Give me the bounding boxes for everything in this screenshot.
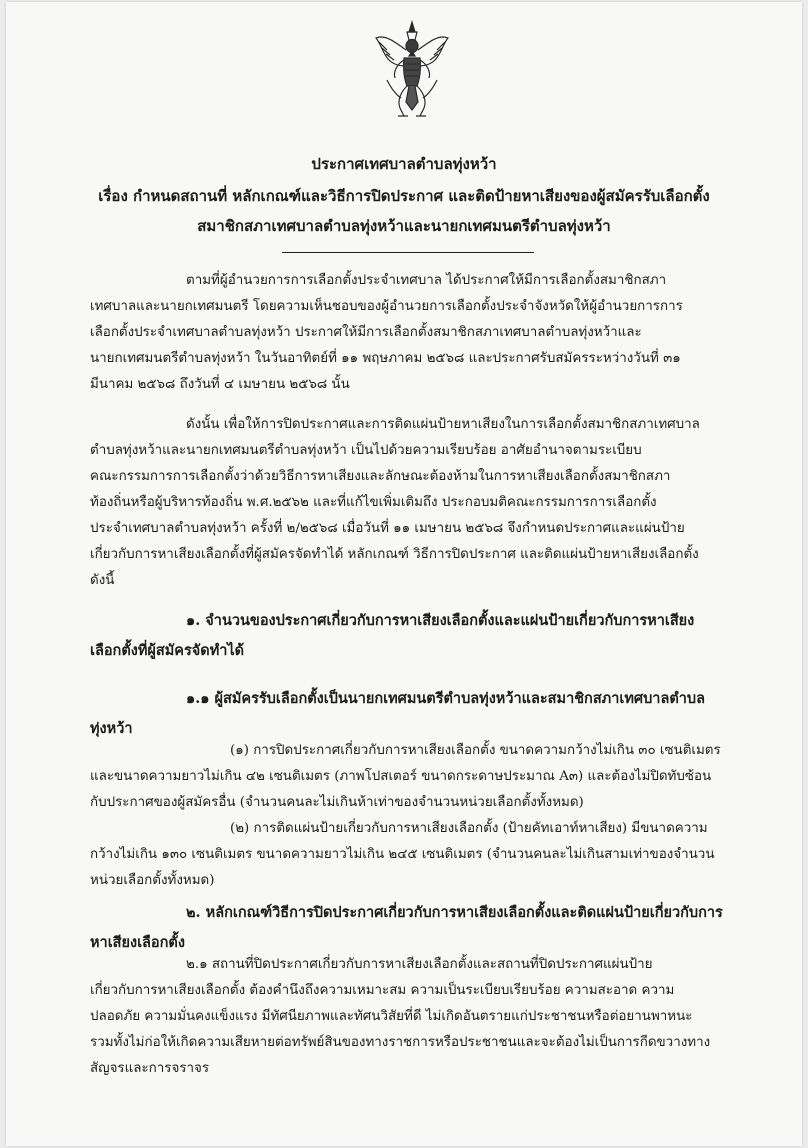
- text-line: ๒. หลักเกณฑ์วิธีการปิดประกาศเกี่ยวกับการหาเสียงเลือกตั้งและติดแผ่นป้ายเกี่ยวกับการ: [186, 904, 723, 921]
- text-line: กับประกาศของผู้สมัครอื่น (จำนวนคนละไม่เกินห้าเท่าของจำนวนหน่วยเลือกตั้งทั้งหมด): [90, 795, 584, 810]
- text-line: หาเสียงเลือกตั้ง: [90, 934, 185, 951]
- text-line: เลือกตั้งประจำเทศบาลตำบลทุ่งหว้า ประกาศให้มีการเลือกตั้งสมาชิกสภาเทศบาลตำบลทุ่งหว้าและ: [90, 325, 642, 340]
- text-line: ดังนั้น เพื่อให้การปิดประกาศและการติดแผ่นป้ายหาเสียงในการเลือกตั้งสมาชิกสภาเทศบาล: [186, 417, 700, 432]
- text-line: ๑.๑ ผู้สมัครรับเลือกตั้งเป็นนายกเทศมนตรีตำบลทุ่งหว้าและสมาชิกสภาเทศบาลตำบล: [186, 690, 705, 707]
- text-line: ปลอดภัย ความมั่นคงแข็งแรง มีทัศนียภาพและทัศนวิสัยที่ดี ไม่เกิดอันตรายแก่ประชาชนหรือต่อยานพาหนะ: [90, 1009, 693, 1024]
- text-line: คณะกรรมการการเลือกตั้งว่าด้วยวิธีการหาเสียงและลักษณะต้องห้ามในการหาเสียงเลือกตั้งสมาชิกสภา: [90, 469, 671, 484]
- text-line: ทุ่งหว้า: [90, 720, 133, 737]
- text-line: รวมทั้งไม่ก่อให้เกิดความเสียหายต่อทรัพย์สินของทางราชการหรือประชาชนและจะต้องไม่เป็นการกีดขวางทาง: [90, 1035, 711, 1050]
- section-2-heading: [90, 898, 730, 958]
- text-line: หน่วยเลือกตั้งทั้งหมด): [90, 873, 215, 888]
- section-1-items: [90, 738, 730, 894]
- announcement-subject-line2: สมาชิกสภาเทศบาลตำบลทุ่งหว้าและนายกเทศมนตรีตำบลทุ่งหว้า: [197, 217, 611, 235]
- title-divider: [282, 252, 534, 253]
- text-line: เลือกตั้งที่ผู้สมัครจัดทำได้: [90, 642, 245, 659]
- text-line: ตามที่ผู้อำนวยการการเลือกตั้งประจำเทศบาล ได้ประกาศให้มีการเลือกตั้งสมาชิกสภา: [186, 273, 667, 288]
- text-line: เทศบาลและนายกเทศมนตรี โดยความเห็นชอบของผู้อำนวยการเลือกตั้งประจำจังหวัดให้ผู้อำนวยการการ: [90, 299, 683, 314]
- text-line: ๑. จำนวนของประกาศเกี่ยวกับการหาเสียงเลือกตั้งและแผ่นป้ายเกี่ยวกับการหาเสียง: [186, 612, 695, 629]
- section-1-heading: [90, 606, 730, 666]
- text-line: ท้องถิ่นหรือผู้บริหารท้องถิ่น พ.ศ.๒๕๖๒ และที่แก้ไขเพิ่มเติมถึง ประกอบมติคณะกรรมการการเลือกตั้ง: [90, 495, 657, 510]
- text-line: และขนาดความยาวไม่เกิน ๔๒ เซนติเมตร (ภาพโปสเตอร์ ขนาดกระดาษประมาณ A๓) และต้องไม่ปิดทับซ้อน: [90, 769, 712, 784]
- text-line: ดังนี้: [90, 573, 115, 588]
- announcement-title: ประกาศเทศบาลตำบลทุ่งหว้า: [311, 155, 497, 173]
- paragraph-intro: [90, 268, 730, 398]
- text-line: ๒.๑ สถานที่ปิดประกาศเกี่ยวกับการหาเสียงเลือกตั้งและสถานที่ปิดประกาศแผ่นป้าย: [186, 957, 653, 972]
- text-line: มีนาคม ๒๕๖๘ ถึงวันที่ ๔ เมษายน ๒๕๖๘ นั้น: [90, 377, 350, 392]
- text-line: กว้างไม่เกิน ๑๓๐ เซนติเมตร ขนาดความยาวไม่เกิน ๒๔๕ เซนติเมตร (จำนวนคนละไม่เกินสามเท่าของจำนวน: [90, 847, 715, 862]
- document-page: [6, 2, 802, 1146]
- section-1-1-heading: [90, 684, 730, 744]
- text-line: ตำบลทุ่งหว้าและนายกเทศมนตรีตำบลทุ่งหว้า เป็นไปด้วยความเรียบร้อย อาศัยอำนาจตามระเบียบ: [90, 443, 642, 458]
- text-line: เกี่ยวกับการหาเสียงเลือกตั้งที่ผู้สมัครจัดทำได้ หลักเกณฑ์ วิธีการปิดประกาศ และติดแผ่นป้ายหาเสียงเลือกตั้ง: [90, 547, 699, 562]
- section-2-items: [90, 952, 730, 1082]
- text-line: เกี่ยวกับการหาเสียงเลือกตั้ง ต้องคำนึงถึงความเหมาะสม ความเป็นระเบียบเรียบร้อย ความสะอาด ความ: [90, 983, 675, 998]
- text-line: สัญจรและการจราจร: [90, 1061, 210, 1076]
- text-line: นายกเทศมนตรีตำบลทุ่งหว้า ในวันอาทิตย์ที่ ๑๑ พฤษภาคม ๒๕๖๘ และประกาศรับสมัครระหว่างวันที่ ๓๑: [90, 351, 681, 366]
- garuda-emblem-icon: [373, 20, 451, 124]
- text-line: (๑) การปิดประกาศเกี่ยวกับการหาเสียงเลือกตั้ง ขนาดความกว้างไม่เกิน ๓๐ เซนติเมตร: [230, 743, 721, 758]
- text-line: (๒) การติดแผ่นป้ายเกี่ยวกับการหาเสียงเลือกตั้ง (ป้ายคัทเอาท์หาเสียง) มีขนาดความ: [230, 821, 708, 836]
- paragraph-basis: [90, 412, 730, 594]
- text-line: ประจำเทศบาลตำบลทุ่งหว้า ครั้งที่ ๒/๒๕๖๘ เมื่อวันที่ ๑๑ เมษายน ๒๕๖๘ จึงกำหนดประกาศและแผ่นป้าย: [90, 521, 685, 536]
- announcement-subject-line1: เรื่อง กำหนดสถานที่ หลักเกณฑ์และวิธีการปิดประกาศ และติดป้ายหาเสียงของผู้สมัครรับเลือกตั้ง: [98, 187, 710, 205]
